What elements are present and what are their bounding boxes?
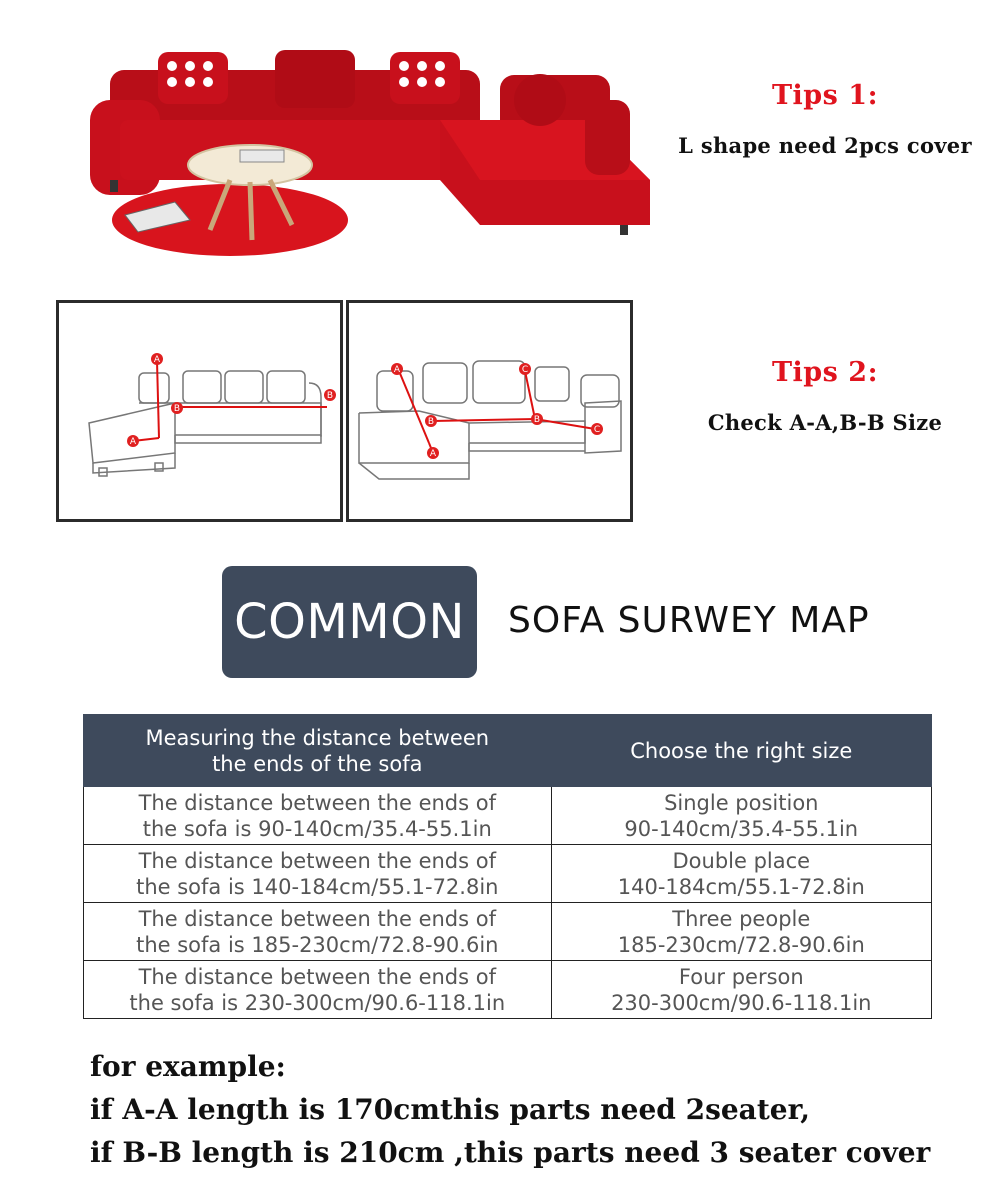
section-subtitle: SOFA SURWEY MAP — [508, 600, 870, 641]
table-row — [84, 903, 932, 961]
sofa-line-drawing-a — [59, 303, 340, 519]
red-sofa-illustration — [80, 30, 670, 270]
example-line-bb: if B-B length is 210cm ,this parts need 3 seater cover — [90, 1136, 931, 1169]
common-badge: COMMON — [222, 566, 477, 678]
marker-label: C — [521, 365, 529, 375]
distance-cell: The distance between the ends of the sofa is 230-300cm/90.6-118.1in — [84, 961, 552, 1019]
marker-label: A — [393, 365, 401, 375]
size-cell: Four person 230-300cm/90.6-118.1in — [551, 961, 931, 1019]
marker-label: B — [173, 404, 181, 414]
marker-label: B — [326, 391, 334, 401]
tip-1-text: L shape need 2pcs cover — [678, 133, 972, 158]
marker-label: A — [429, 449, 437, 459]
table-row — [84, 787, 932, 845]
example-text-block — [90, 1045, 990, 1174]
tip-1-title: Tips 1: — [771, 80, 879, 111]
sofa-line-drawing-b — [349, 303, 630, 519]
sofa-diagram-three-point — [346, 300, 633, 522]
table-header-row — [84, 715, 932, 787]
marker-label: A — [129, 437, 137, 447]
table-row — [84, 845, 932, 903]
marker-label: C — [593, 425, 601, 435]
sofa-diagram-two-point — [56, 300, 343, 522]
marker-label: B — [533, 415, 541, 425]
tip-2-title: Tips 2: — [771, 357, 879, 388]
size-chart-table — [83, 714, 932, 1019]
header-distance: Measuring the distance between the ends of the sofa — [84, 715, 552, 787]
distance-cell: The distance between the ends of the sofa is 140-184cm/55.1-72.8in — [84, 845, 552, 903]
size-cell: Three people 185-230cm/72.8-90.6in — [551, 903, 931, 961]
header-size: Choose the right size — [551, 715, 931, 787]
distance-cell: The distance between the ends of the sofa is 185-230cm/72.8-90.6in — [84, 903, 552, 961]
marker-label: A — [153, 355, 161, 365]
marker-label: B — [427, 417, 435, 427]
example-line-aa: if A-A length is 170cmthis parts need 2seater, — [90, 1093, 811, 1126]
size-cell: Single position 90-140cm/35.4-55.1in — [551, 787, 931, 845]
size-cell: Double place 140-184cm/55.1-72.8in — [551, 845, 931, 903]
tip-1 — [655, 80, 995, 158]
distance-cell: The distance between the ends of the sofa is 90-140cm/35.4-55.1in — [84, 787, 552, 845]
tip-2 — [655, 357, 995, 435]
red-sofa-photo — [80, 30, 670, 270]
table-row — [84, 961, 932, 1019]
tip-2-text: Check A-A,B-B Size — [707, 410, 943, 435]
example-heading: for example: — [90, 1050, 286, 1083]
